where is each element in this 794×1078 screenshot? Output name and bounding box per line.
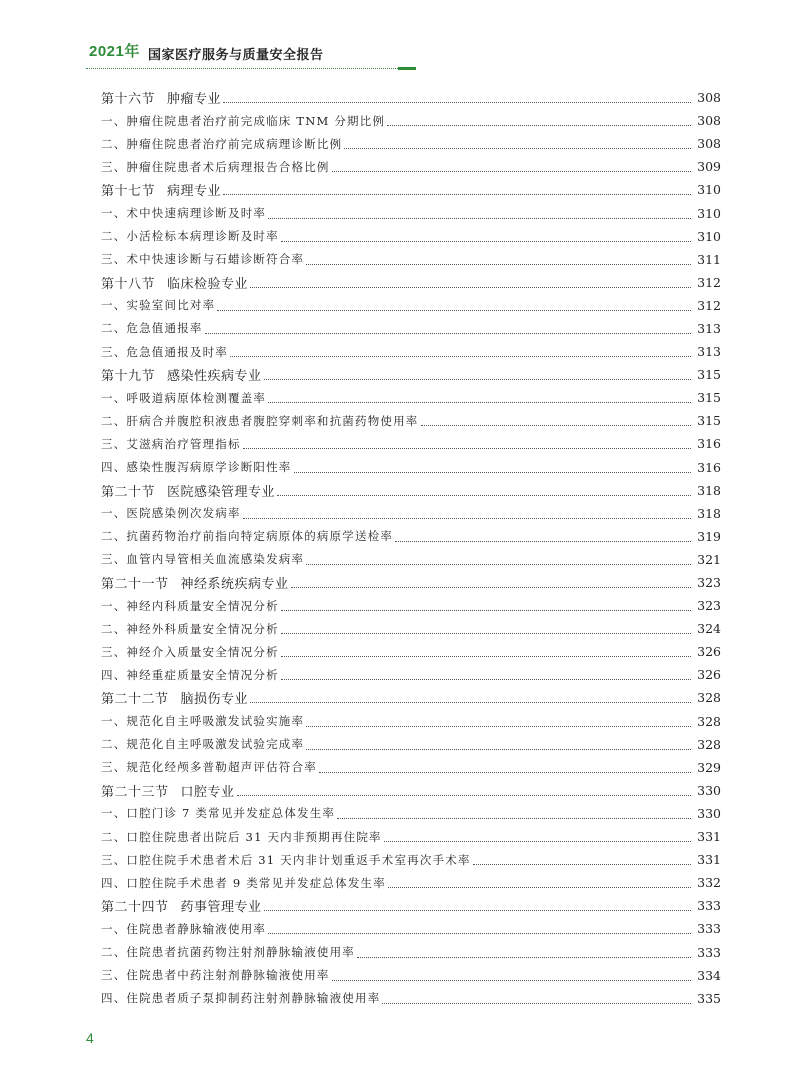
toc-page-number: 308	[697, 90, 721, 106]
table-of-contents	[101, 86, 721, 1010]
toc-item-row[interactable]	[101, 317, 721, 340]
toc-section-title	[101, 180, 221, 199]
toc-page-number: 328	[697, 690, 721, 706]
toc-page-number: 313	[697, 320, 721, 336]
toc-section-name: 药事管理专业	[180, 900, 262, 916]
toc-item-row[interactable]	[101, 940, 721, 963]
toc-section-title	[101, 688, 248, 707]
toc-item-title: 一、术中快速病理诊断及时率	[101, 206, 267, 221]
toc-item-title: 一、住院患者静脉输液使用率	[101, 921, 267, 936]
toc-item-title: 二、规范化自主呼吸激发试验完成率	[101, 737, 305, 752]
toc-dot-leader	[332, 171, 691, 172]
toc-section-row[interactable]	[101, 779, 721, 802]
toc-page-number: 333	[697, 898, 721, 914]
toc-section-number: 第二十四节	[101, 900, 169, 916]
toc-section-number: 第十六节	[101, 92, 156, 108]
toc-section-row[interactable]	[101, 479, 721, 502]
toc-page-number: 328	[697, 713, 721, 729]
toc-item-row[interactable]	[101, 871, 721, 894]
toc-page-number: 331	[697, 852, 721, 868]
toc-dot-leader	[421, 425, 692, 426]
toc-item-row[interactable]	[101, 502, 721, 525]
toc-dot-leader	[294, 472, 692, 473]
toc-dot-leader	[337, 818, 691, 819]
toc-dot-leader	[264, 910, 691, 911]
toc-item-title: 一、肿瘤住院患者治疗前完成临床 TNM 分期比例	[101, 113, 386, 128]
toc-page-number: 315	[697, 367, 721, 383]
toc-dot-leader	[319, 772, 691, 773]
header-year: 2021年	[89, 43, 140, 60]
toc-item-title: 二、危急值通报率	[101, 321, 203, 336]
toc-section-number: 第十九节	[101, 369, 156, 385]
page-number: 4	[86, 1030, 94, 1046]
toc-page-number: 315	[697, 413, 721, 429]
toc-item-title: 四、感染性腹泻病原学诊断阳性率	[101, 460, 292, 475]
toc-section-name: 口腔专业	[180, 784, 235, 800]
header-dotted-rule	[86, 68, 398, 69]
toc-item-row[interactable]	[101, 964, 721, 987]
toc-dot-leader	[291, 587, 691, 588]
toc-item-title: 三、血管内导管相关血流感染发病率	[101, 552, 305, 567]
toc-item-title: 二、肝病合并腹腔积液患者腹腔穿刺率和抗菌药物使用率	[101, 413, 419, 428]
toc-page-number: 310	[697, 205, 721, 221]
toc-section-number: 第十七节	[101, 184, 156, 200]
toc-section-name: 脑损伤专业	[180, 692, 249, 708]
toc-dot-leader	[306, 264, 691, 265]
toc-page-number: 332	[697, 875, 721, 891]
toc-item-title: 三、神经介入质量安全情况分析	[101, 644, 279, 659]
toc-item-row[interactable]	[101, 756, 721, 779]
toc-page-number: 311	[697, 251, 721, 267]
toc-item-title: 三、术中快速诊断与石蜡诊断符合率	[101, 252, 305, 267]
toc-dot-leader	[357, 957, 691, 958]
header-accent-bar	[398, 67, 416, 70]
toc-item-title: 二、神经外科质量安全情况分析	[101, 621, 279, 636]
toc-dot-leader	[277, 495, 691, 496]
toc-dot-leader	[473, 864, 691, 865]
toc-item-row[interactable]	[101, 802, 721, 825]
toc-item-row[interactable]	[101, 617, 721, 640]
toc-section-row[interactable]	[101, 894, 721, 917]
toc-item-row[interactable]	[101, 132, 721, 155]
toc-page-number: 318	[697, 482, 721, 498]
toc-item-row[interactable]	[101, 294, 721, 317]
toc-item-row[interactable]	[101, 987, 721, 1010]
toc-item-title: 一、神经内科质量安全情况分析	[101, 598, 279, 613]
toc-dot-leader	[205, 333, 691, 334]
toc-item-title: 三、规范化经颅多普勒超声评估符合率	[101, 760, 317, 775]
toc-page-number: 308	[697, 113, 721, 129]
toc-dot-leader	[223, 194, 691, 195]
toc-item-title: 三、危急值通报及时率	[101, 344, 228, 359]
toc-section-title	[101, 481, 275, 500]
toc-dot-leader	[388, 887, 691, 888]
toc-item-row[interactable]	[101, 225, 721, 248]
toc-item-title: 二、小活检标本病理诊断及时率	[101, 229, 279, 244]
toc-dot-leader	[281, 241, 691, 242]
toc-item-row[interactable]	[101, 386, 721, 409]
toc-item-row[interactable]	[101, 640, 721, 663]
toc-section-row[interactable]	[101, 271, 721, 294]
toc-section-number: 第二十三节	[101, 784, 169, 800]
toc-dot-leader	[384, 841, 691, 842]
toc-page-number: 329	[697, 759, 721, 775]
toc-dot-leader	[243, 448, 691, 449]
toc-dot-leader	[344, 148, 691, 149]
toc-dot-leader	[281, 633, 691, 634]
toc-dot-leader	[223, 102, 691, 103]
toc-item-title: 一、实验室间比对率	[101, 298, 216, 313]
toc-section-name: 医院感染管理专业	[167, 484, 276, 500]
toc-item-title: 三、住院患者中药注射剂静脉输液使用率	[101, 968, 330, 983]
toc-dot-leader	[306, 726, 691, 727]
toc-section-name: 病理专业	[167, 184, 222, 200]
toc-dot-leader	[217, 310, 691, 311]
toc-item-row[interactable]	[101, 663, 721, 686]
toc-section-title	[101, 273, 248, 292]
toc-page-number: 316	[697, 459, 721, 475]
toc-page-number: 333	[697, 921, 721, 937]
toc-dot-leader	[250, 287, 691, 288]
toc-item-row[interactable]	[101, 548, 721, 571]
toc-dot-leader	[306, 749, 691, 750]
toc-page-number: 316	[697, 436, 721, 452]
header-report-title: 国家医疗服务与质量安全报告	[148, 48, 324, 63]
toc-dot-leader	[268, 402, 691, 403]
toc-item-row[interactable]	[101, 848, 721, 871]
toc-section-number: 第二十节	[101, 484, 156, 500]
toc-dot-leader	[243, 518, 691, 519]
toc-page-number: 323	[697, 575, 721, 591]
toc-page-number: 324	[697, 621, 721, 637]
toc-page-number: 326	[697, 667, 721, 683]
toc-dot-leader	[250, 702, 691, 703]
toc-item-title: 一、医院感染例次发病率	[101, 506, 241, 521]
toc-item-row[interactable]	[101, 248, 721, 271]
toc-item-title: 一、规范化自主呼吸激发试验实施率	[101, 714, 305, 729]
toc-page-number: 323	[697, 598, 721, 614]
toc-page-number: 313	[697, 344, 721, 360]
toc-item-row[interactable]	[101, 733, 721, 756]
toc-dot-leader	[306, 564, 691, 565]
toc-section-row[interactable]	[101, 178, 721, 201]
toc-item-row[interactable]	[101, 525, 721, 548]
toc-section-title	[101, 573, 289, 592]
toc-item-title: 一、呼吸道病原体检测覆盖率	[101, 390, 267, 405]
toc-page-number: 335	[697, 990, 721, 1006]
toc-section-title	[101, 781, 235, 800]
toc-item-title: 二、住院患者抗菌药物注射剂静脉输液使用率	[101, 945, 355, 960]
toc-page-number: 310	[697, 228, 721, 244]
toc-item-title: 二、抗菌药物治疗前指向特定病原体的病原学送检率	[101, 529, 394, 544]
toc-item-title: 四、神经重症质量安全情况分析	[101, 667, 279, 682]
toc-dot-leader	[230, 356, 691, 357]
toc-dot-leader	[387, 125, 691, 126]
toc-page-number: 328	[697, 736, 721, 752]
toc-dot-leader	[281, 656, 691, 657]
toc-dot-leader	[332, 980, 691, 981]
toc-section-row[interactable]	[101, 571, 721, 594]
toc-page-number: 312	[697, 297, 721, 313]
toc-page-number: 318	[697, 505, 721, 521]
toc-dot-leader	[281, 610, 691, 611]
toc-section-number: 第二十一节	[101, 577, 169, 593]
toc-page-number: 330	[697, 805, 721, 821]
toc-dot-leader	[281, 679, 691, 680]
toc-section-name: 临床检验专业	[167, 276, 249, 292]
toc-page-number: 308	[697, 136, 721, 152]
toc-page-number: 333	[697, 944, 721, 960]
toc-page-number: 315	[697, 390, 721, 406]
toc-item-row[interactable]	[101, 456, 721, 479]
toc-dot-leader	[268, 933, 691, 934]
toc-dot-leader	[264, 379, 691, 380]
toc-dot-leader	[395, 541, 691, 542]
toc-item-row[interactable]	[101, 109, 721, 132]
toc-section-row[interactable]	[101, 686, 721, 709]
toc-item-title: 一、口腔门诊 7 类常见并发症总体发生率	[101, 806, 336, 821]
toc-page-number: 334	[697, 967, 721, 983]
toc-section-title	[101, 896, 262, 915]
toc-item-title: 四、口腔住院手术患者 9 类常见并发症总体发生率	[101, 875, 386, 890]
toc-item-row[interactable]	[101, 340, 721, 363]
toc-item-row[interactable]	[101, 917, 721, 940]
toc-section-name: 肿瘤专业	[167, 92, 222, 108]
toc-dot-leader	[382, 1003, 691, 1004]
toc-page-number: 331	[697, 829, 721, 845]
toc-item-title: 三、肿瘤住院患者术后病理报告合格比例	[101, 159, 330, 174]
toc-section-title	[101, 88, 221, 107]
toc-item-row[interactable]	[101, 155, 721, 178]
toc-item-title: 三、口腔住院手术患者术后 31 天内非计划重返手术室再次手术率	[101, 852, 471, 867]
toc-section-number: 第二十二节	[101, 692, 169, 708]
toc-section-row[interactable]	[101, 86, 721, 109]
toc-item-title: 四、住院患者质子泵抑制药注射剂静脉输液使用率	[101, 991, 381, 1006]
toc-item-row[interactable]	[101, 201, 721, 224]
toc-section-name: 感染性疾病专业	[167, 369, 262, 385]
running-header	[86, 38, 416, 74]
toc-item-row[interactable]	[101, 594, 721, 617]
toc-page-number: 309	[697, 159, 721, 175]
toc-page-number: 326	[697, 644, 721, 660]
toc-item-title: 三、艾滋病治疗管理指标	[101, 436, 241, 451]
toc-section-number: 第十八节	[101, 276, 156, 292]
toc-dot-leader	[237, 795, 691, 796]
toc-item-row[interactable]	[101, 825, 721, 848]
toc-item-title: 二、肿瘤住院患者治疗前完成病理诊断比例	[101, 136, 343, 151]
toc-page-number: 319	[697, 528, 721, 544]
toc-section-row[interactable]	[101, 363, 721, 386]
toc-section-name: 神经系统疾病专业	[180, 577, 289, 593]
toc-item-title: 二、口腔住院患者出院后 31 天内非预期再住院率	[101, 829, 382, 844]
toc-dot-leader	[268, 218, 691, 219]
toc-item-row[interactable]	[101, 432, 721, 455]
toc-page-number: 321	[697, 551, 721, 567]
toc-section-title	[101, 365, 262, 384]
toc-page-number: 310	[697, 182, 721, 198]
toc-page-number: 312	[697, 274, 721, 290]
toc-page-number: 330	[697, 782, 721, 798]
toc-item-row[interactable]	[101, 710, 721, 733]
toc-item-row[interactable]	[101, 409, 721, 432]
